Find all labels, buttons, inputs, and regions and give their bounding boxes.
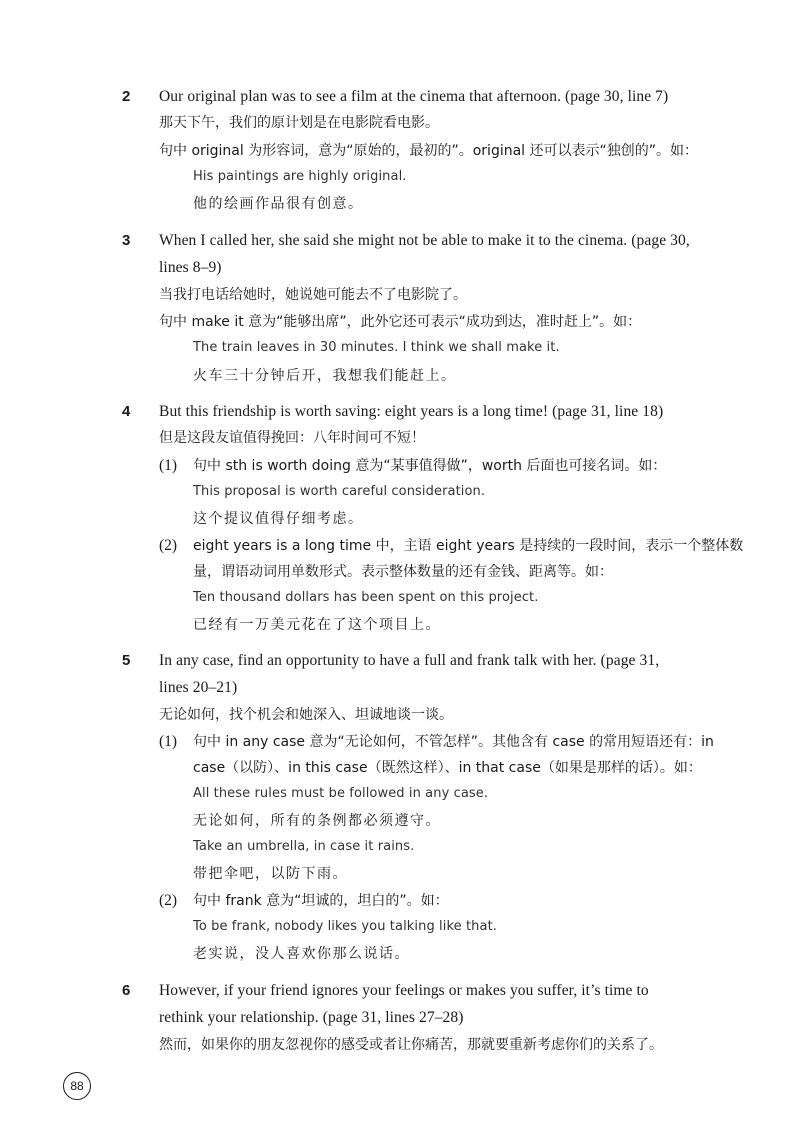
sentence-translation: 无论如何，找个机会和她深入、坦诚地谈一谈。 xyxy=(159,707,453,723)
source-sentence: In any case, find an opportunity to have a full and frank talk with her. (page 31, xyxy=(159,652,660,669)
usage-note: 句中 make it 意为“能够出席”，此外它还可表示“成功到达，准时赶上”。如： xyxy=(159,314,642,330)
example-sentence: All these rules must be followed in any case. xyxy=(193,786,489,801)
sub-note: 句中 frank 意为“坦诚的，坦白的”。如： xyxy=(193,893,449,909)
example-translation: 老实说，没人喜欢你那么说话。 xyxy=(193,946,410,962)
page-number: 88 xyxy=(63,1072,91,1100)
entry-number: 4 xyxy=(122,403,131,420)
sub-label: (1) xyxy=(159,457,178,474)
example-translation: 无论如何，所有的条例都必须遵守。 xyxy=(193,813,441,829)
source-sentence: Our original plan was to see a film at the cinema that afternoon. (page 30, line 7) xyxy=(159,88,669,105)
entry-number: 6 xyxy=(122,982,131,999)
example-translation: 已经有一万美元花在了这个项目上。 xyxy=(193,617,441,633)
sub-note: 句中 sth is worth doing 意为“某事值得做”，worth 后面也可接名词。如： xyxy=(193,458,667,474)
example-translation: 他的绘画作品很有创意。 xyxy=(193,196,364,212)
source-sentence: When I called her, she said she might not be able to make it to the cinema. (page 30, xyxy=(159,232,690,249)
example-sentence: Ten thousand dollars has been spent on this project. xyxy=(193,590,539,605)
usage-note: 句中 original 为形容词，意为“原始的，最初的”。original 还可以表示“独创的”。如： xyxy=(159,143,699,159)
source-sentence-cont: lines 8–9) xyxy=(159,259,222,276)
entry-number: 2 xyxy=(122,88,131,105)
example-sentence: Take an umbrella, in case it rains. xyxy=(193,839,415,854)
entry-number: 5 xyxy=(122,652,131,669)
example-sentence: To be frank, nobody likes you talking like that. xyxy=(193,919,497,934)
example-sentence: His paintings are highly original. xyxy=(193,169,407,184)
example-translation: 火车三十分钟后开，我想我们能赶上。 xyxy=(193,368,457,384)
sub-label: (1) xyxy=(159,733,178,750)
sub-note: 句中 in any case 意为“无论如何，不管怎样”。其他含有 case 的常用短语还有：in xyxy=(193,734,714,750)
sentence-translation: 那天下午，我们的原计划是在电影院看电影。 xyxy=(159,115,439,131)
sub-note-cont: 量，谓语动词用单数形式。表示整体数量的还有金钱、距离等。如： xyxy=(193,564,613,580)
sub-label: (2) xyxy=(159,537,178,554)
source-sentence: But this friendship is worth saving: eight years is a long time! (page 31, line 18) xyxy=(159,403,664,420)
sentence-translation: 当我打电话给她时，她说她可能去不了电影院了。 xyxy=(159,287,467,303)
sub-label: (2) xyxy=(159,892,178,909)
sentence-translation: 但是这段友谊值得挽回：八年时间可不短！ xyxy=(159,430,425,446)
source-sentence-cont: lines 20–21) xyxy=(159,679,238,696)
entry-number: 3 xyxy=(122,232,131,249)
example-sentence: The train leaves in 30 minutes. I think we shall make it. xyxy=(193,340,560,355)
example-translation: 带把伞吧，以防下雨。 xyxy=(193,866,348,882)
sub-note-cont: case（以防）、in this case（既然这样）、in that case（如果是那样的话）。如： xyxy=(193,760,702,776)
source-sentence-cont: rethink your relationship. (page 31, lines 27–28) xyxy=(159,1009,464,1026)
sub-note: eight years is a long time 中，主语 eight years 是持续的一段时间，表示一个整体数 xyxy=(193,538,744,554)
example-translation: 这个提议值得仔细考虑。 xyxy=(193,511,364,527)
source-sentence: However, if your friend ignores your feelings or makes you suffer, it’s time to xyxy=(159,982,649,999)
sentence-translation: 然而，如果你的朋友忽视你的感受或者让你痛苦，那就要重新考虑你们的关系了。 xyxy=(159,1037,663,1053)
example-sentence: This proposal is worth careful consideration. xyxy=(193,484,486,499)
